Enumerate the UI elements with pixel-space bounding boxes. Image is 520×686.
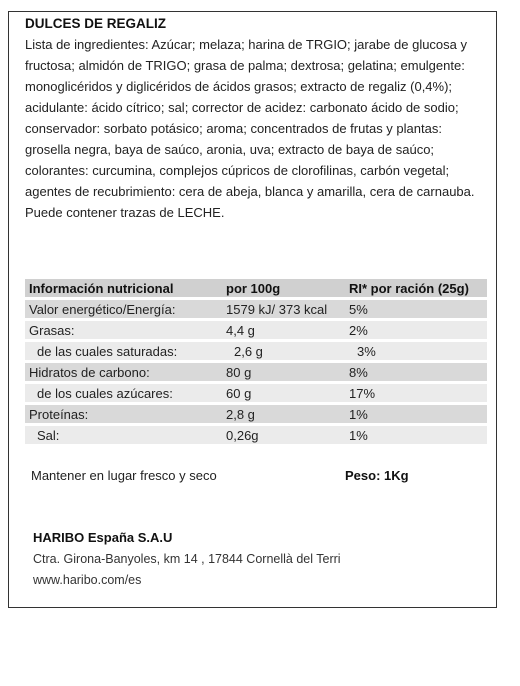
company-name: HARIBO España S.A.U bbox=[33, 530, 173, 545]
nutrient-name: Hidratos de carbono: bbox=[25, 363, 222, 381]
nutrient-name: de las cuales saturadas: bbox=[25, 342, 222, 360]
table-row bbox=[25, 426, 487, 444]
nutrition-header-ri: RI* por ración (25g) bbox=[345, 279, 487, 297]
nutrition-header-label: Información nutricional bbox=[25, 279, 222, 297]
table-row bbox=[25, 384, 487, 402]
nutrient-ri: 8% bbox=[345, 363, 487, 381]
nutrient-name: de los cuales azúcares: bbox=[25, 384, 222, 402]
table-row bbox=[25, 363, 487, 381]
company-website: www.haribo.com/es bbox=[33, 573, 142, 587]
nutrient-ri: 3% bbox=[345, 342, 487, 360]
net-weight: Peso: 1Kg bbox=[345, 468, 409, 483]
table-row bbox=[25, 342, 487, 360]
nutrient-ri: 17% bbox=[345, 384, 487, 402]
product-title: DULCES DE REGALIZ bbox=[25, 16, 167, 31]
nutrient-per100g: 0,26g bbox=[222, 426, 345, 444]
nutrition-table bbox=[25, 276, 487, 447]
nutrition-header-per100g: por 100g bbox=[222, 279, 345, 297]
nutrient-per100g: 80 g bbox=[222, 363, 345, 381]
table-row bbox=[25, 405, 487, 423]
ingredients-list: Lista de ingredientes: Azúcar; melaza; harina de TRGIO; jarabe de glucosa y fructosa; almidón de TRIGO; grasa de palma; dextrosa; gelatina; emulgente: monoglicéridos y diglicéridos de ácidos grasos; extracto de regaliz (0,4%); acidulante: ácido cítrico; sal; corrector de acidez: carbonato ácido de sodio; conservador: sorbato potásico; aroma; concentrados de frutas y plantas: grosella negra, baya de saúco, aronia, uva; extracto de baya de saúco; colorantes: curcumina, complejos cúpricos de clorofilinas, carbón vegetal; agentes de recubrimiento: cera de abeja, blanca y amarilla, cera de carnauba. Puede contener trazas de LECHE. bbox=[25, 37, 475, 220]
nutrient-per100g: 60 g bbox=[222, 384, 345, 402]
table-row bbox=[25, 321, 487, 339]
nutrient-name: Grasas: bbox=[25, 321, 222, 339]
nutrition-header-row bbox=[25, 279, 487, 297]
storage-instructions: Mantener en lugar fresco y seco bbox=[31, 468, 217, 483]
table-row bbox=[25, 300, 487, 318]
nutrient-per100g: 4,4 g bbox=[222, 321, 345, 339]
nutrient-ri: 2% bbox=[345, 321, 487, 339]
nutrient-per100g: 1579 kJ/ 373 kcal bbox=[222, 300, 345, 318]
nutrient-name: Sal: bbox=[25, 426, 222, 444]
nutrient-name: Valor energético/Energía: bbox=[25, 300, 222, 318]
nutrient-ri: 1% bbox=[345, 405, 487, 423]
nutrient-per100g: 2,6 g bbox=[222, 342, 345, 360]
nutrient-per100g: 2,8 g bbox=[222, 405, 345, 423]
nutrient-name: Proteínas: bbox=[25, 405, 222, 423]
nutrient-ri: 5% bbox=[345, 300, 487, 318]
company-address: Ctra. Girona-Banyoles, km 14 , 17844 Cornellà del Terri bbox=[33, 552, 341, 566]
nutrient-ri: 1% bbox=[345, 426, 487, 444]
